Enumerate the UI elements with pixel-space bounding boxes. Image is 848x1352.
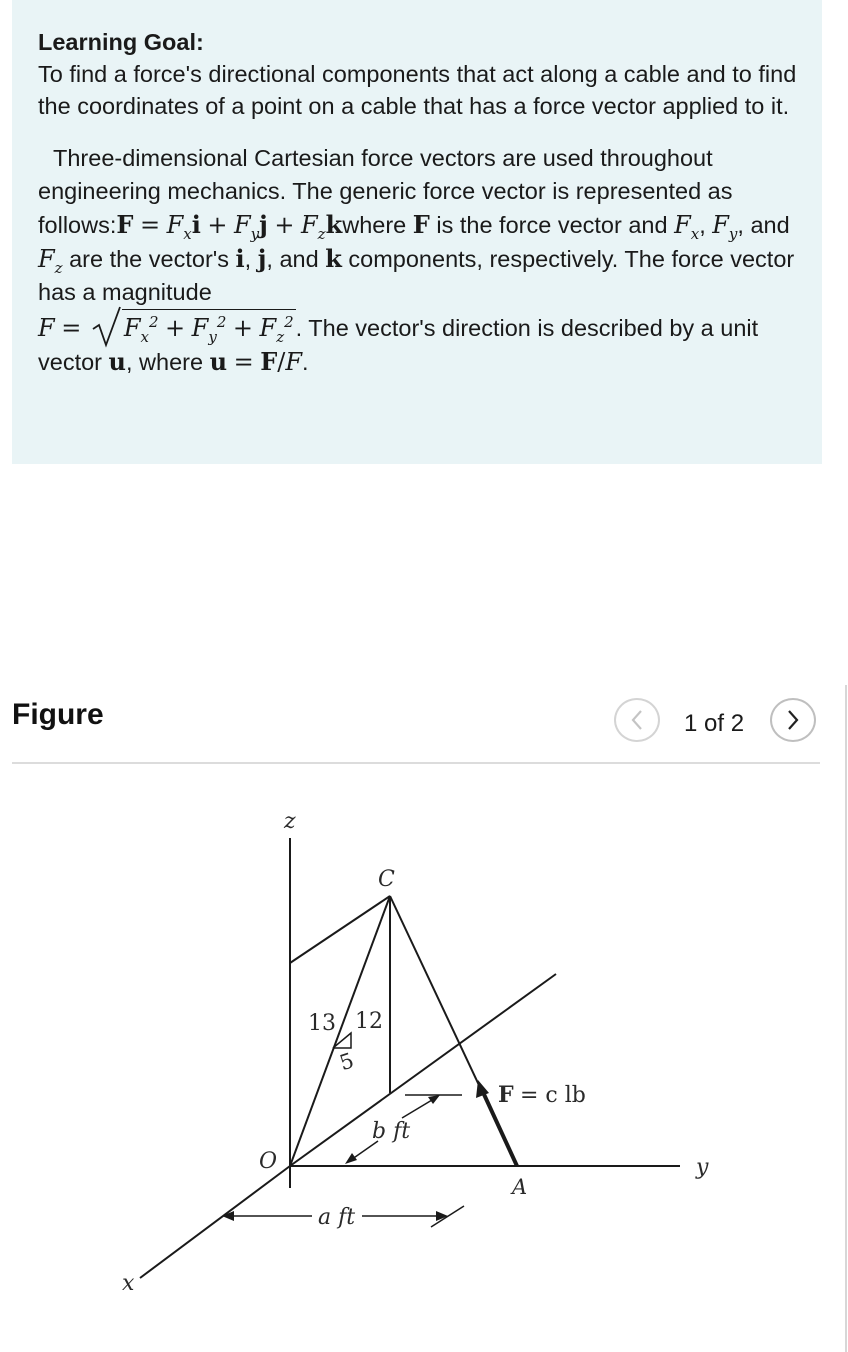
figure-diagram (0, 764, 848, 1352)
intro-line1: Three-dimensional Cartesian force vectors are used throughout engineering mechanics. The generic force vector is represented as follows: (38, 145, 733, 238)
x-axis (140, 1166, 290, 1278)
figure-header (12, 690, 822, 750)
label-force-rest: = c lb (520, 1083, 586, 1108)
learning-goal-text: To find a force's directional components that act along a cable and to find the coordinates of a point on a cable that has a force vector applied to it. (38, 61, 797, 119)
figure-title: Figure (12, 698, 104, 731)
label-y: y (696, 1155, 709, 1180)
intro-and: and (750, 212, 790, 238)
intro-direction: . The vector's direction is described by a unit vector (38, 315, 759, 375)
label-force-bold: F (498, 1082, 514, 1108)
label-a: A (512, 1175, 528, 1199)
figure-counter: 1 of 2 (684, 710, 745, 737)
dim-b-arrowhead-down (345, 1153, 357, 1164)
diagonal-axis (290, 974, 556, 1166)
force-arrowhead (476, 1080, 489, 1098)
label-origin: O (259, 1149, 278, 1174)
chevron-left-icon (630, 709, 644, 731)
label-a-ft: a ft (318, 1205, 356, 1230)
intro-paragraph: Three-dimensional Cartesian force vectors are used throughout engineering mechanics. The generic force vector is represented as follows:F = $F_xi + F_yj$ + $F_zkwhere$ F is the force vector and $F_x$, $F_y$, and $F_z$ are the vector's i, j, and k components, respectively. The force vector has a magnitude F = $F_x^2 + F_y^2 + F_z^2$. The vector's direction is described by a unit vector u, where u = F/F. (38, 145, 795, 376)
label-b-ft: b ft (372, 1119, 411, 1144)
dim-b-arrowhead-up (428, 1095, 440, 1104)
label-12: 12 (355, 1009, 383, 1034)
magnitude-formula: $F_x^2 + F_y^2 + F_z^2$ (92, 309, 296, 345)
cable-zc (290, 896, 390, 963)
learning-goal-content (38, 26, 798, 379)
intro-period: . (302, 349, 309, 375)
learning-goal-panel (12, 0, 822, 464)
label-5: 5 (336, 1048, 357, 1076)
label-x: x (122, 1271, 135, 1296)
intro-components: are the vector's (69, 246, 230, 272)
next-figure-button[interactable] (770, 698, 816, 742)
intro-components-end: components, respectively. The force vector has a magnitude (38, 246, 795, 305)
label-13: 13 (308, 1011, 336, 1036)
chevron-right-icon (786, 709, 800, 731)
learning-goal-title: Learning Goal: (38, 29, 204, 55)
intro-where: where (342, 212, 407, 238)
previous-figure-button[interactable] (614, 698, 660, 742)
intro-where2: , where (125, 349, 204, 375)
label-z: z (284, 809, 296, 834)
intro-is-force-vector: is the force vector and (436, 212, 668, 238)
label-c: C (378, 867, 395, 892)
